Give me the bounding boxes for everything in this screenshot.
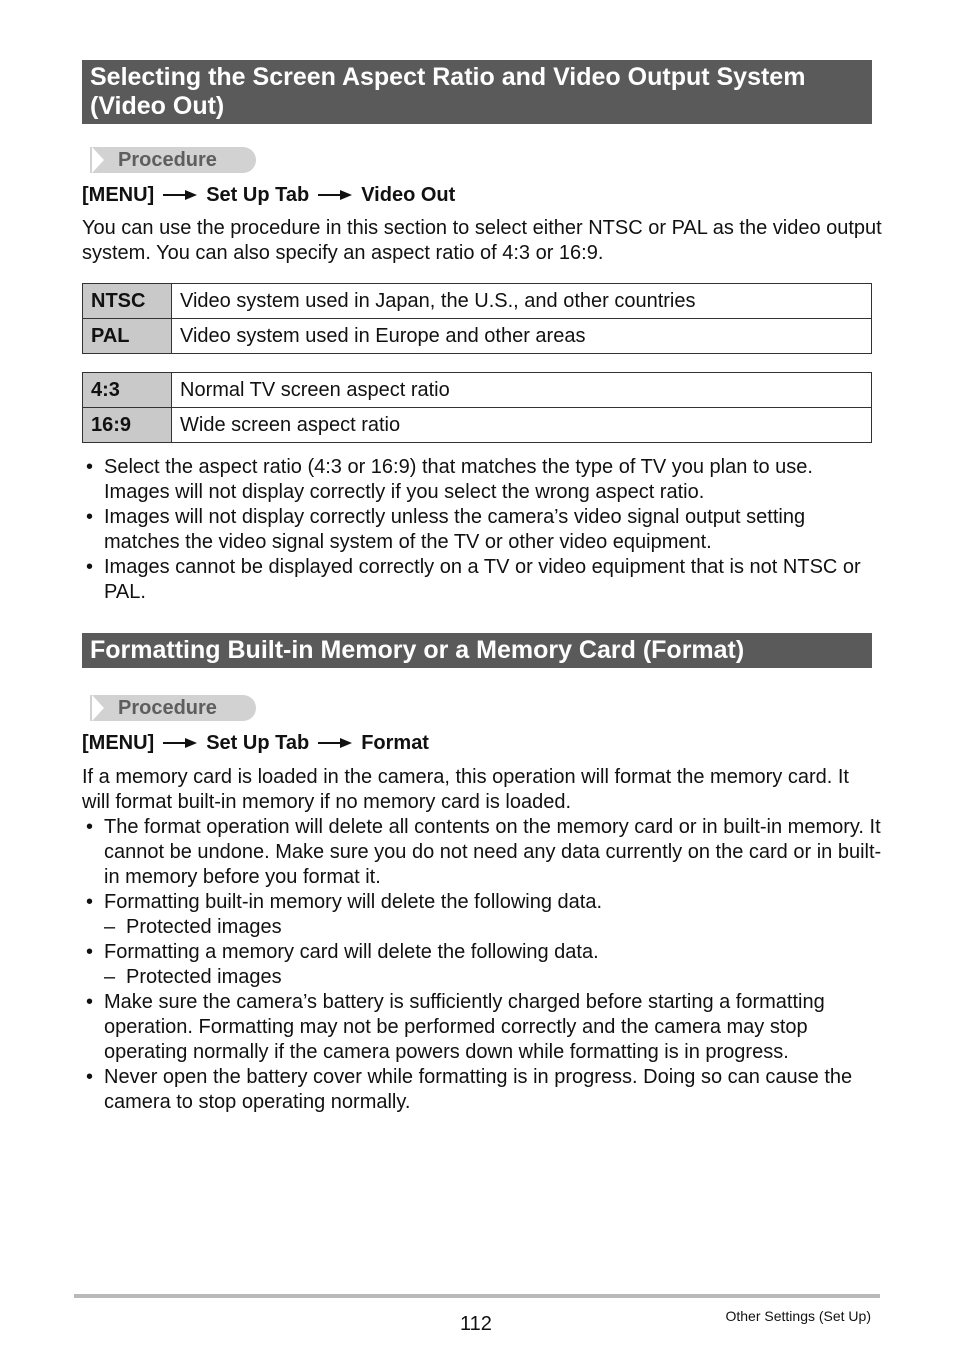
section-heading-video-out: Selecting the Screen Aspect Ratio and Video Output System (Video Out) xyxy=(82,60,872,124)
table-value: Normal TV screen aspect ratio xyxy=(172,373,872,408)
chevron-icon xyxy=(92,695,104,721)
arrow-right-icon xyxy=(163,188,197,202)
menu-path xyxy=(82,730,429,756)
list-item: • Formatting built-in memory will delete the following data. – Protected images xyxy=(82,890,882,940)
table-row xyxy=(83,373,872,408)
list-item: • Never open the battery cover while formatting is in progress. Doing so can cause the camera to stop operating normally. xyxy=(86,1066,853,1113)
table-value: Video system used in Europe and other areas xyxy=(172,319,872,354)
table-key: 16:9 xyxy=(83,408,172,443)
video-system-table xyxy=(82,283,872,354)
intro-paragraph: You can use the procedure in this section to select either NTSC or PAL as the video output system. You can also specify an aspect ratio of 4:3 or 16:9. xyxy=(82,217,882,264)
menu-step-format: Format xyxy=(361,732,429,754)
table-value: Video system used in Japan, the U.S., and other countries xyxy=(172,284,872,319)
table-key: PAL xyxy=(83,319,172,354)
notes-list xyxy=(82,815,882,1115)
procedure-tag xyxy=(82,695,257,721)
section-heading-format: Formatting Built-in Memory or a Memory Card (Format) xyxy=(82,633,872,668)
menu-step-menu: [MENU] xyxy=(82,184,155,206)
aspect-ratio-table xyxy=(82,372,872,443)
arrow-right-icon xyxy=(163,736,197,750)
notes-list xyxy=(82,455,882,605)
menu-step-setup-tab: Set Up Tab xyxy=(206,732,310,754)
list-item: • Images will not display correctly unless the camera’s video signal output setting matches the video signal system of the TV or other video equipment. xyxy=(86,506,806,553)
table-row xyxy=(83,284,872,319)
table-key: NTSC xyxy=(83,284,172,319)
chapter-label: Other Settings (Set Up) xyxy=(725,1308,871,1324)
procedure-tag xyxy=(82,147,257,173)
list-item: • Images cannot be displayed correctly on a TV or video equipment that is not NTSC or PAL. xyxy=(86,556,861,603)
list-item: • The format operation will delete all contents on the memory card or in built-in memory. It cannot be undone. Make sure you do not need any data currently on the card or in built-in memory before you format it. xyxy=(86,816,882,888)
menu-step-setup-tab: Set Up Tab xyxy=(206,184,310,206)
footer-divider xyxy=(74,1294,880,1298)
table-value: Wide screen aspect ratio xyxy=(172,408,872,443)
sub-list-item: – Protected images xyxy=(104,916,282,938)
chevron-icon xyxy=(92,147,104,173)
table-row xyxy=(83,408,872,443)
sub-list-item: – Protected images xyxy=(104,966,282,988)
list-item: • Make sure the camera’s battery is sufficiently charged before starting a formatting operation. Formatting may not be performed correctly and the camera may stop operating normally if the camera powers down while formatting is in progress. xyxy=(86,991,825,1063)
table-key: 4:3 xyxy=(83,373,172,408)
intro-paragraph: If a memory card is loaded in the camera, this operation will format the memory card. It will format built-in memory if no memory card is loaded. xyxy=(82,766,849,813)
arrow-right-icon xyxy=(318,736,352,750)
list-item: • Select the aspect ratio (4:3 or 16:9) that matches the type of TV you plan to use. Images will not display correctly if you select the wrong aspect ratio. xyxy=(86,456,813,503)
arrow-right-icon xyxy=(318,188,352,202)
procedure-label: Procedure xyxy=(118,149,217,171)
procedure-label: Procedure xyxy=(118,697,217,719)
menu-step-menu: [MENU] xyxy=(82,732,155,754)
table-row xyxy=(83,319,872,354)
list-item: • Formatting a memory card will delete the following data. – Protected images xyxy=(82,940,882,990)
menu-step-video-out: Video Out xyxy=(361,184,456,206)
menu-path xyxy=(82,182,455,208)
page-number: 112 xyxy=(460,1313,492,1335)
